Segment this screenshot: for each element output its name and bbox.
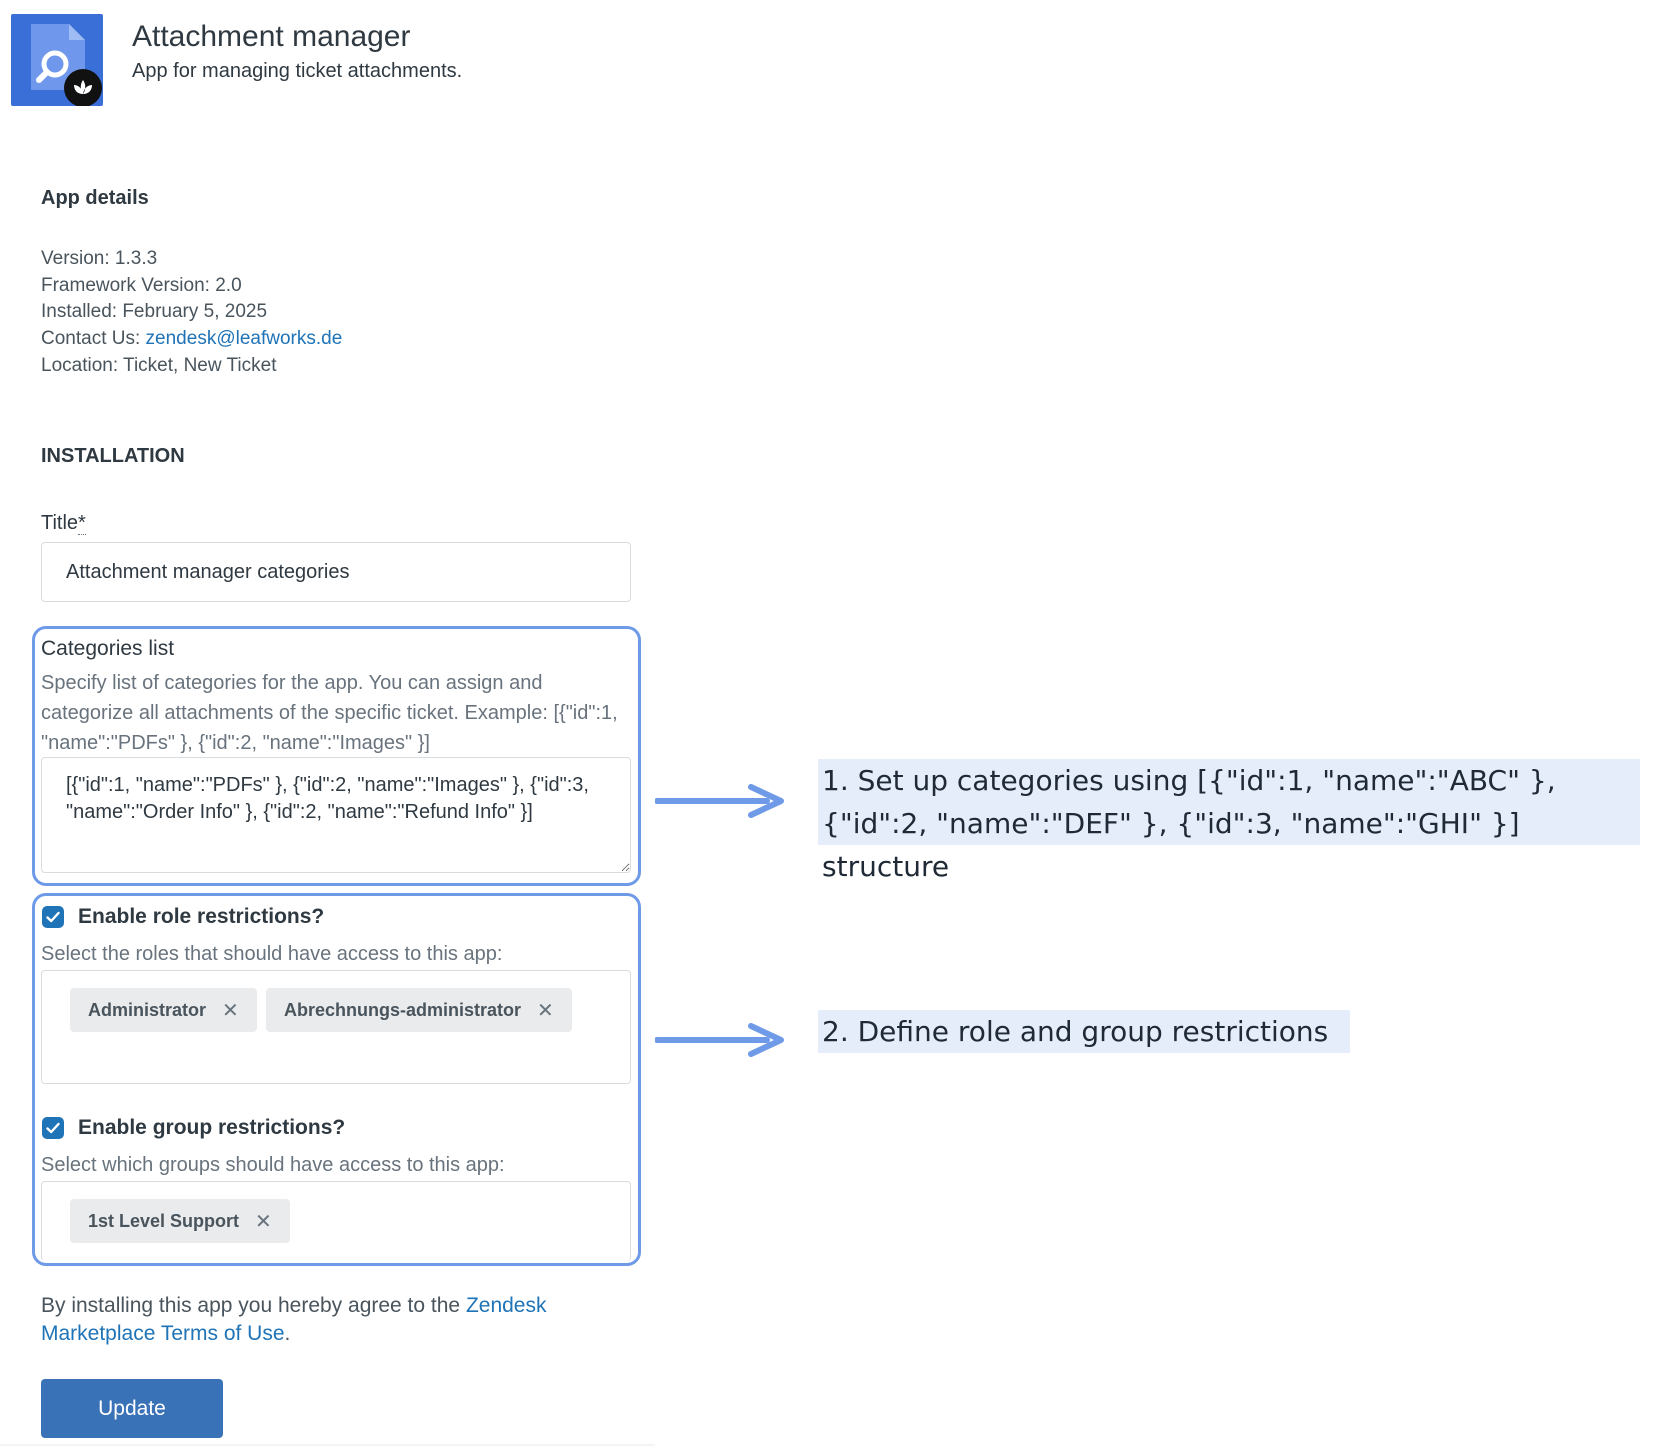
role-tag-label: Abrechnungs-administrator — [284, 999, 522, 1020]
remove-tag-icon[interactable]: ✕ — [222, 999, 239, 1022]
arrow-right-icon — [655, 1023, 789, 1057]
title-input[interactable] — [41, 542, 631, 602]
contact-email-link[interactable]: zendesk@leafworks.de — [145, 328, 343, 349]
title-label-text: Title — [41, 512, 79, 534]
group-restrictions-label[interactable]: Enable group restrictions? — [78, 1116, 346, 1139]
role-restrictions-help: Select the roles that should have access to this app: — [41, 943, 503, 965]
title-field-label — [41, 512, 86, 535]
terms-suffix: . — [284, 1322, 291, 1345]
terms-text — [41, 1292, 601, 1348]
installation-heading: INSTALLATION — [41, 445, 185, 467]
categories-label: Categories list — [41, 637, 175, 660]
remove-tag-icon[interactable]: ✕ — [255, 1210, 272, 1233]
terms-link[interactable]: Zendesk Marketplace Terms of Use — [41, 1294, 547, 1345]
location-info: Location: Ticket, New Ticket — [41, 355, 277, 376]
app-logo — [11, 14, 103, 106]
remove-tag-icon[interactable]: ✕ — [537, 999, 554, 1022]
role-tag — [70, 988, 257, 1032]
contact-info — [41, 328, 342, 350]
checkmark-icon — [46, 911, 60, 923]
roles-multiselect[interactable] — [41, 970, 631, 1084]
groups-multiselect[interactable] — [41, 1181, 631, 1261]
role-restrictions-label[interactable]: Enable role restrictions? — [78, 905, 325, 928]
installed-date-info: Installed: February 5, 2025 — [41, 301, 268, 322]
contact-label: Contact Us: — [41, 328, 146, 349]
version-info: Version: 1.3.3 — [41, 248, 158, 269]
required-mark: * — [78, 512, 86, 534]
group-tag-label: 1st Level Support — [88, 1210, 240, 1231]
checkmark-icon — [46, 1122, 60, 1134]
update-button[interactable]: Update — [41, 1379, 223, 1438]
terms-prefix: By installing this app you hereby agree to the — [41, 1294, 466, 1317]
app-title: Attachment manager — [132, 20, 411, 53]
app-details-heading: App details — [41, 187, 149, 209]
role-restrictions-checkbox[interactable] — [42, 906, 64, 928]
categories-textarea[interactable] — [41, 757, 631, 873]
footer-divider — [0, 1444, 655, 1446]
annotation-step-1: 1. Set up categories using [{"id":1, "name":"ABC" }, {"id":2, "name":"DEF" }, {"id":3, "name":"GHI" }] structure — [818, 759, 1640, 845]
role-tag — [266, 988, 572, 1032]
role-tag-label: Administrator — [88, 999, 207, 1020]
annotation-step-2: 2. Define role and group restrictions — [818, 1010, 1350, 1053]
group-restrictions-help: Select which groups should have access to this app: — [41, 1154, 505, 1176]
categories-help-text: Specify list of categories for the app. You can assign and categorize all attachments of the specific ticket. Example: [{"id":1, "name":"PDFs" }, {"id":2, "name":"Images" }] — [41, 672, 618, 754]
framework-version-info: Framework Version: 2.0 — [41, 275, 242, 296]
app-subtitle: App for managing ticket attachments. — [132, 60, 463, 82]
document-search-icon — [11, 14, 103, 106]
group-restrictions-checkbox[interactable] — [42, 1117, 64, 1139]
arrow-right-icon — [655, 784, 789, 818]
group-tag — [70, 1199, 290, 1243]
